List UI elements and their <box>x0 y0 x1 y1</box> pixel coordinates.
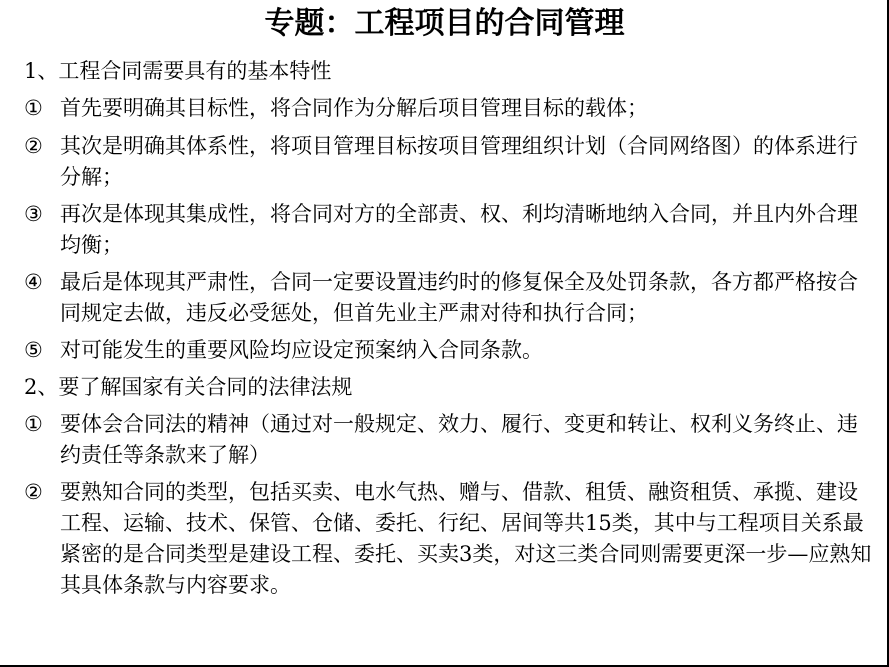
item-text: 最后是体现其严肃性，合同一定要设置违约时的修复保全及处罚条款，各方都严格按合同规定去做，违反必受惩处，但首先业主严肃对待和执行合同； <box>60 270 858 325</box>
list-item <box>24 131 874 193</box>
item-text: 再次是体现其集成性，将合同对方的全部责、权、利均清晰地纳入合同，并且内外合理均衡； <box>60 202 858 257</box>
slide-title: 专题：工程项目的合同管理 <box>264 6 625 41</box>
item-marker: ⑤ <box>24 338 43 362</box>
item-text: 首先要明确其目标性，将合同作为分解后项目管理目标的载体； <box>60 96 648 120</box>
item-text: 对可能发生的重要风险均应设定预案纳入合同条款。 <box>60 338 543 362</box>
list-item <box>24 93 874 124</box>
item-marker: ④ <box>24 270 43 294</box>
item-marker: ② <box>24 480 43 504</box>
item-text: 要体会合同法的精神（通过对一般规定、效力、履行、变更和转让、权利义务终止、违约责任等条款来了解） <box>60 412 858 467</box>
item-marker: ② <box>24 134 43 158</box>
list-item <box>24 477 874 601</box>
item-marker: ① <box>24 412 43 436</box>
section-heading: 1、工程合同需要具有的基本特性 <box>24 59 332 83</box>
item-marker: ① <box>24 96 43 120</box>
list-item <box>24 267 874 329</box>
slide-body <box>24 56 874 601</box>
list-item <box>24 409 874 471</box>
section-heading: 2、要了解国家有关合同的法律法规 <box>24 375 353 399</box>
item-text: 其次是明确其体系性，将项目管理目标按项目管理组织计划（合同网络图）的体系进行分解； <box>60 134 858 189</box>
list-item <box>24 335 874 366</box>
list-item <box>24 199 874 261</box>
item-marker: ③ <box>24 202 43 226</box>
item-text: 要熟知合同的类型，包括买卖、电水气热、赠与、借款、租赁、融资租赁、承揽、建设工程、运输、技术、保管、仓储、委托、行纪、居间等共15类，其中与工程项目关系最紧密的是合同类型是建设工程、委托、买卖3类，对这三类合同则需要更深一步—应熟知其具体条款与内容要求。 <box>60 480 872 597</box>
